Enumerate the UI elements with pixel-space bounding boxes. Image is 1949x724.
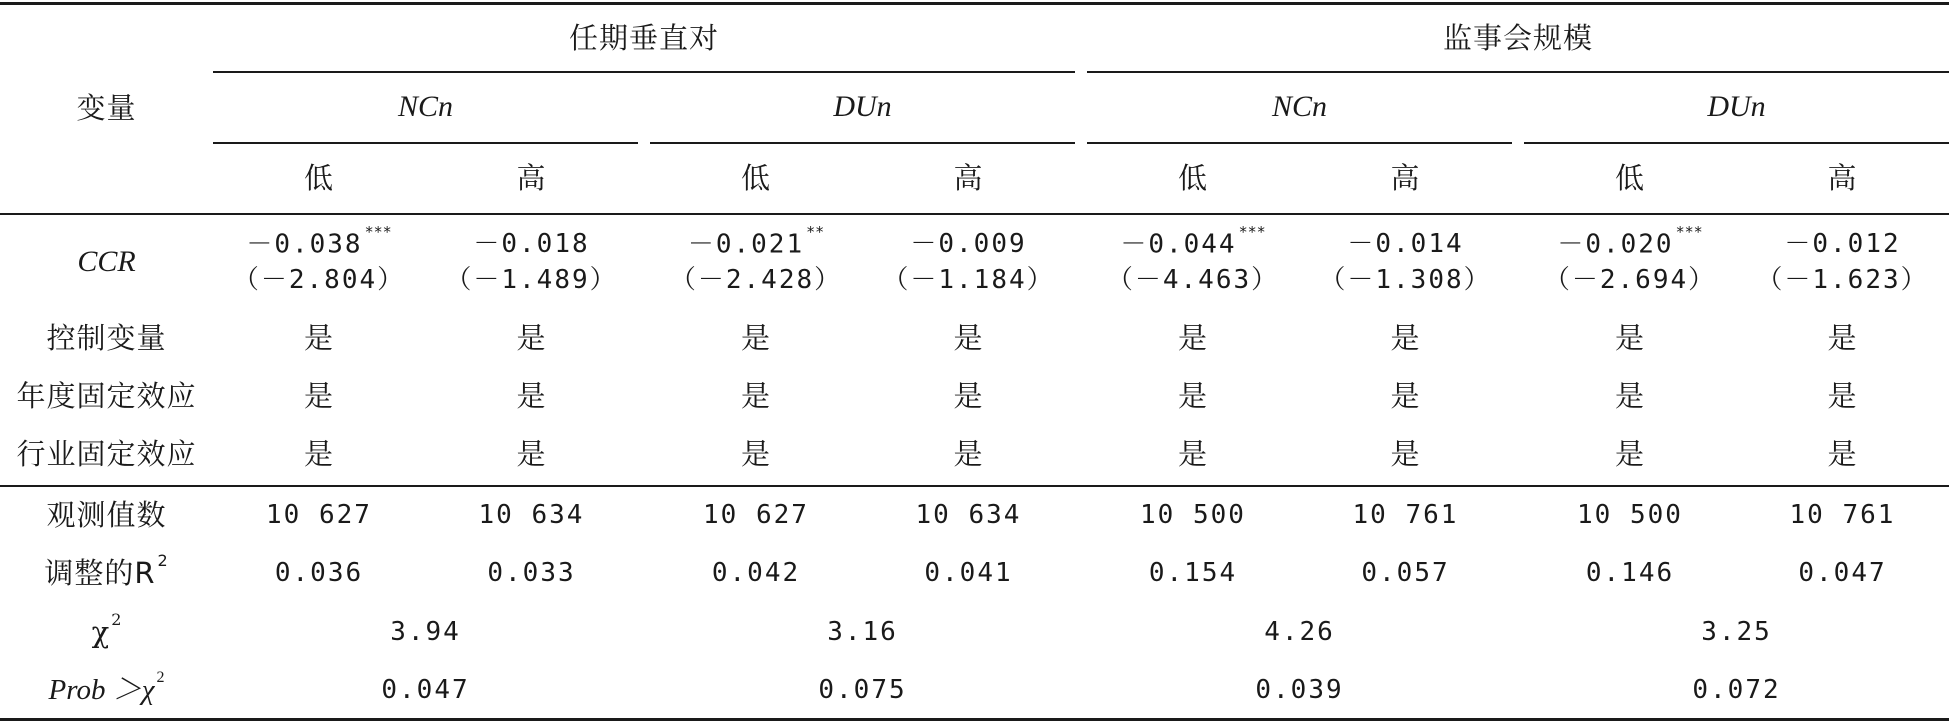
coefficient-value: －0.044: [1120, 229, 1237, 260]
header-level: 高: [1390, 160, 1421, 195]
group2-underline: [1087, 71, 1949, 73]
coefficient-value: －0.020: [1557, 229, 1674, 260]
ccr-coefficient: [473, 231, 589, 257]
obs-cell: 10 761: [1352, 500, 1459, 530]
ccr-cell: [213, 218, 425, 306]
header-level: 低: [740, 160, 771, 195]
industry-fe-cell: 是: [303, 436, 334, 471]
year-fe-cell: 是: [953, 378, 984, 413]
significance-stars: ***: [1675, 222, 1703, 241]
adj-r2-cell: 0.036: [274, 558, 364, 588]
prob-cell: 0.047: [381, 675, 470, 705]
obs-cell: 10 500: [1140, 500, 1246, 530]
controls-cell: 是: [1177, 320, 1208, 355]
adj-r2-cell: 0.057: [1361, 558, 1450, 588]
adj-r2-cell: 0.041: [924, 558, 1013, 588]
ccr-cell: [1299, 218, 1512, 306]
header-sub-ncn-1: NCn: [397, 90, 454, 123]
adj-r2-cell: 0.154: [1148, 558, 1238, 588]
controls-cell: 是: [953, 320, 984, 355]
ccr-t-stat: （－4.463）: [1106, 265, 1280, 296]
chi2-cell: 3.16: [827, 617, 898, 647]
bottom-rule: [0, 718, 1949, 721]
row-label-year-fe: 年度固定效应: [16, 378, 197, 413]
row-label-observations: 观测值数: [46, 497, 167, 532]
significance-stars: ***: [364, 222, 392, 241]
coefficient-value: －0.021: [687, 229, 805, 260]
controls-cell: 是: [303, 320, 334, 355]
controls-cell: 是: [740, 320, 771, 355]
adj-r2-cell: 0.033: [487, 558, 576, 588]
year-fe-cell: 是: [1827, 378, 1858, 413]
ccr-cell: [862, 218, 1075, 306]
obs-cell: 10 634: [478, 500, 585, 530]
prob-cell: 0.072: [1692, 675, 1781, 705]
ccr-coefficient: [1784, 231, 1900, 257]
row-label-industry-fe: 行业固定效应: [16, 436, 197, 471]
header-sub-ncn-2: NCn: [1271, 90, 1328, 123]
mid-rule: [0, 485, 1949, 487]
ccr-cell: [1736, 218, 1949, 306]
obs-cell: 10 500: [1577, 500, 1683, 530]
year-fe-cell: 是: [740, 378, 771, 413]
prob-label: Prob ＞χ: [48, 673, 155, 706]
obs-cell: 10 627: [266, 500, 372, 530]
header-group-board-size: 监事会规模: [1442, 20, 1593, 55]
year-fe-cell: 是: [1390, 378, 1421, 413]
row-label-chi2: [0, 606, 213, 658]
year-fe-cell: 是: [1614, 378, 1645, 413]
chi2-sup: 2: [111, 610, 122, 629]
adj-r2-cell: 0.047: [1798, 558, 1887, 588]
chi2-cell: 3.94: [390, 617, 461, 647]
adj-r2-label: 调整的R: [44, 555, 156, 590]
ccr-coefficient: [1347, 231, 1463, 257]
year-fe-cell: 是: [1177, 378, 1208, 413]
ccr-t-stat: （－1.184）: [882, 265, 1055, 295]
row-label-prob: [0, 664, 213, 716]
ccr-coefficient: [246, 222, 392, 260]
ccr-t-stat: （－1.489）: [445, 265, 618, 295]
coefficient-value: －0.012: [1784, 229, 1901, 259]
industry-fe-cell: 是: [1390, 436, 1421, 471]
sub2-underline: [650, 142, 1075, 144]
sub1-underline: [213, 142, 638, 144]
year-fe-cell: 是: [303, 378, 334, 413]
industry-fe-cell: 是: [1614, 436, 1645, 471]
ccr-t-stat: （－2.428）: [669, 265, 843, 296]
ccr-coefficient: [1557, 222, 1703, 260]
header-level: 低: [303, 160, 334, 195]
controls-cell: 是: [1390, 320, 1421, 355]
coefficient-value: －0.018: [473, 229, 590, 259]
chi2-cell: 4.26: [1264, 617, 1335, 647]
industry-fe-cell: 是: [953, 436, 984, 471]
obs-cell: 10 627: [703, 500, 809, 530]
header-variable: 变量: [76, 90, 137, 125]
ccr-t-stat: （－2.694）: [1543, 265, 1717, 296]
header-sub-dun-2: DUn: [1707, 90, 1766, 123]
header-level: 低: [1177, 160, 1208, 195]
ccr-coefficient: [1120, 222, 1266, 260]
significance-stars: **: [806, 222, 825, 241]
group1-underline: [213, 71, 1075, 73]
obs-cell: 10 761: [1789, 500, 1896, 530]
controls-cell: 是: [1614, 320, 1645, 355]
row-label-adj-r2: [0, 547, 213, 599]
adj-r2-sup: 2: [157, 551, 169, 570]
ccr-cell: [425, 218, 638, 306]
header-group-tenure: 任期垂直对: [568, 20, 719, 55]
coefficient-value: －0.014: [1347, 229, 1464, 259]
industry-fe-cell: 是: [1827, 436, 1858, 471]
header-level: 高: [953, 160, 984, 195]
prob-sup: 2: [156, 669, 165, 686]
ccr-t-stat: （－1.308）: [1319, 265, 1492, 295]
sub3-underline: [1087, 142, 1512, 144]
industry-fe-cell: 是: [1177, 436, 1208, 471]
ccr-coefficient: [910, 231, 1026, 257]
header-sub-dun-1: DUn: [833, 90, 892, 123]
ccr-cell: [1524, 218, 1736, 306]
ccr-cell: [1087, 218, 1299, 306]
header-rule: [0, 213, 1949, 215]
controls-cell: 是: [1827, 320, 1858, 355]
prob-cell: 0.039: [1255, 675, 1344, 705]
chi2-cell: 3.25: [1701, 617, 1772, 647]
coefficient-value: －0.009: [910, 229, 1027, 259]
coefficient-value: －0.038: [246, 229, 363, 260]
prob-cell: 0.075: [818, 675, 907, 705]
year-fe-cell: 是: [516, 378, 547, 413]
row-label-ccr: CCR: [77, 245, 136, 278]
obs-cell: 10 634: [915, 500, 1022, 530]
row-label-controls: 控制变量: [46, 320, 167, 355]
header-level: 高: [516, 160, 547, 195]
header-level: 低: [1614, 160, 1645, 195]
industry-fe-cell: 是: [516, 436, 547, 471]
chi2-label: χ: [91, 614, 110, 649]
top-rule: [0, 2, 1949, 5]
adj-r2-cell: 0.042: [711, 558, 801, 588]
ccr-t-stat: （－1.623）: [1756, 265, 1929, 295]
adj-r2-cell: 0.146: [1585, 558, 1675, 588]
ccr-t-stat: （－2.804）: [232, 265, 406, 296]
header-level: 高: [1827, 160, 1858, 195]
industry-fe-cell: 是: [740, 436, 771, 471]
ccr-coefficient: [687, 222, 825, 260]
controls-cell: 是: [516, 320, 547, 355]
significance-stars: ***: [1238, 222, 1266, 241]
sub4-underline: [1524, 142, 1949, 144]
ccr-cell: [650, 218, 862, 306]
